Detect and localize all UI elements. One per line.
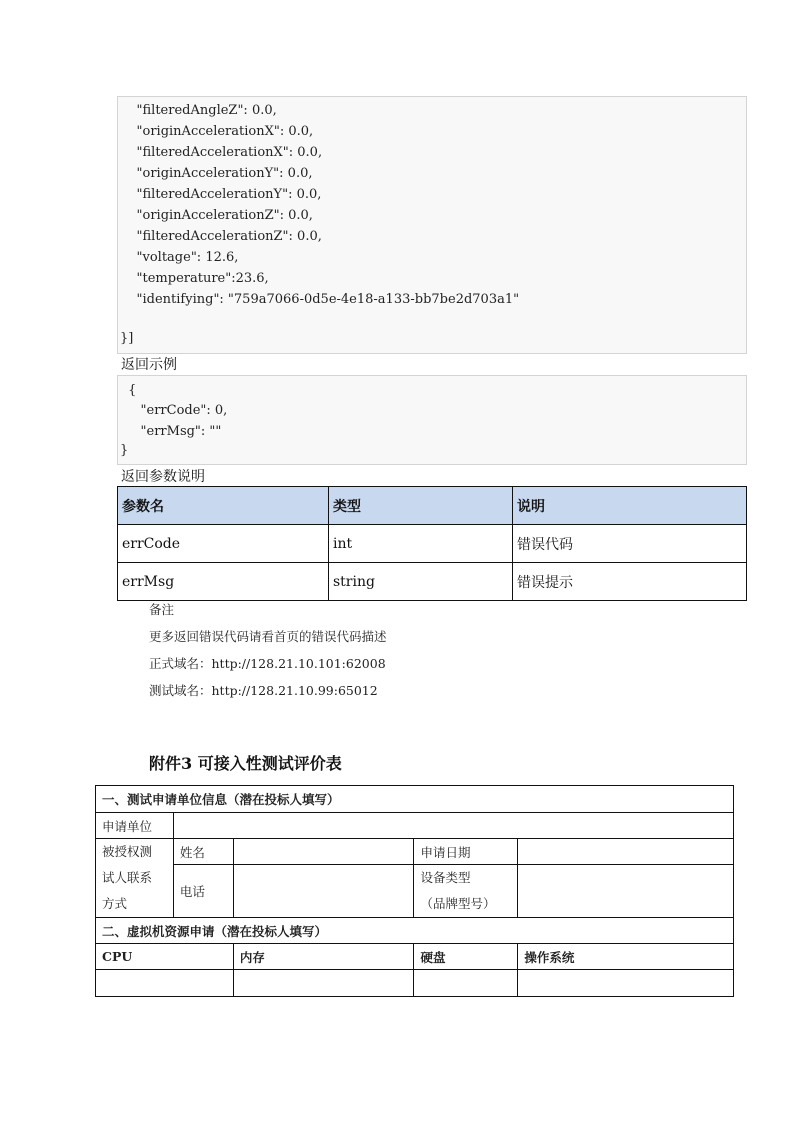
- code-line: "originAccelerationY": 0.0,: [120, 166, 313, 181]
- production-domain: 正式域名：http://128.21.10.101:62008: [149, 656, 386, 671]
- apply-unit-label: 申请单位: [96, 813, 174, 839]
- request-code-block: [117, 96, 747, 354]
- table-cell: 错误提示: [513, 563, 747, 601]
- table-row: [118, 563, 747, 601]
- cpu-header: CPU: [96, 944, 234, 970]
- return-params-table: [117, 486, 747, 601]
- table-header-row: [118, 487, 747, 525]
- contact-label-line: 方式: [102, 896, 128, 911]
- section-title-applicant: 一、测试申请单位信息（潜在投标人填写）: [96, 786, 734, 813]
- return-params-label: 返回参数说明: [121, 469, 205, 485]
- table-cell: errMsg: [118, 563, 329, 601]
- code-line: "filteredAccelerationZ": 0.0,: [120, 229, 322, 244]
- table-cell: errCode: [118, 525, 329, 563]
- code-line: "voltage": 12.6,: [120, 250, 239, 265]
- code-line: "filteredAccelerationX": 0.0,: [120, 145, 323, 160]
- phone-value[interactable]: [233, 865, 414, 918]
- return-code-block: [117, 375, 747, 465]
- code-line: }: [120, 443, 129, 458]
- phone-label: 电话: [173, 865, 233, 918]
- name-value[interactable]: [233, 839, 414, 865]
- contact-label-line: 试人联系: [102, 870, 153, 885]
- os-header: 操作系统: [518, 944, 734, 970]
- notes-line: 更多返回错误代码请看首页的错误代码描述: [149, 629, 387, 644]
- return-example-label: 返回示例: [121, 357, 177, 373]
- table-header-cell: 类型: [329, 487, 513, 525]
- apply-date-label: 申请日期: [414, 839, 518, 865]
- device-type-value[interactable]: [518, 865, 734, 918]
- table-header-cell: 参数名: [118, 487, 329, 525]
- code-line: "filteredAngleZ": 0.0,: [120, 103, 277, 118]
- table-cell: string: [329, 563, 513, 601]
- table-cell: 错误代码: [513, 525, 747, 563]
- section-title-vm: 二、虚拟机资源申请（潜在投标人填写）: [96, 918, 734, 944]
- code-line: "originAccelerationZ": 0.0,: [120, 208, 313, 223]
- apply-unit-value[interactable]: [173, 813, 733, 839]
- table-cell: int: [329, 525, 513, 563]
- apply-date-value[interactable]: [518, 839, 734, 865]
- disk-header: 硬盘: [414, 944, 518, 970]
- memory-value[interactable]: [233, 970, 414, 997]
- appendix-title: 附件3 可接入性测试评价表: [149, 754, 342, 773]
- code-line: "identifying": "759a7066-0d5e-4e18-a133-bb7be2d703a1": [120, 292, 520, 307]
- code-line: "errMsg": "": [124, 424, 222, 439]
- contact-label: [96, 839, 174, 918]
- cpu-value[interactable]: [96, 970, 234, 997]
- code-line: "errCode": 0,: [124, 403, 228, 418]
- device-type-label: [414, 865, 518, 918]
- code-line: {: [124, 383, 137, 398]
- evaluation-form-table: [95, 785, 734, 997]
- code-line: }]: [120, 331, 134, 346]
- disk-value[interactable]: [414, 970, 518, 997]
- device-type-line: 设备类型: [420, 870, 471, 885]
- os-value[interactable]: [518, 970, 734, 997]
- code-line: "temperature":23.6,: [120, 271, 269, 286]
- table-header-cell: 说明: [513, 487, 747, 525]
- code-line: "originAccelerationX": 0.0,: [120, 124, 314, 139]
- memory-header: 内存: [233, 944, 414, 970]
- notes-title: 备注: [149, 602, 175, 617]
- test-domain: 测试域名：http://128.21.10.99:65012: [149, 683, 378, 698]
- table-row: [118, 525, 747, 563]
- contact-label-line: 被授权测: [102, 844, 153, 859]
- code-line: "filteredAccelerationY": 0.0,: [120, 187, 322, 202]
- device-type-line: （品牌型号）: [420, 896, 496, 911]
- name-label: 姓名: [173, 839, 233, 865]
